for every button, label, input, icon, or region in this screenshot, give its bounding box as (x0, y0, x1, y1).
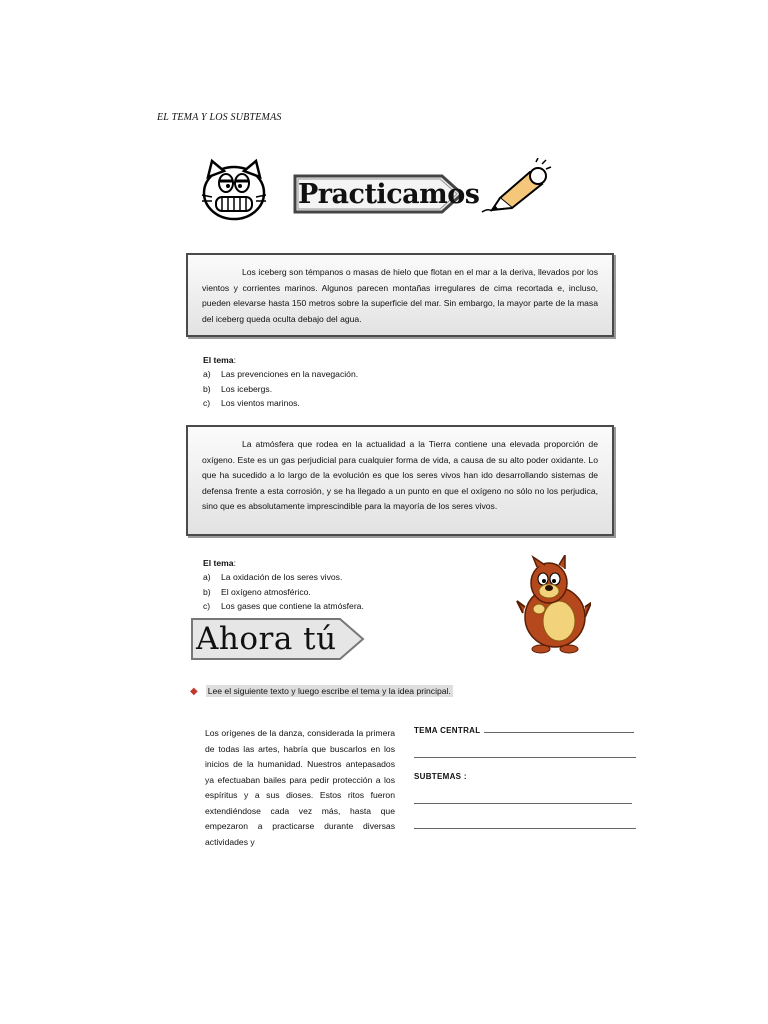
bullet-icon: ◆ (190, 685, 198, 697)
question-label: El tema (203, 558, 234, 568)
tema-central-answer-line[interactable] (484, 732, 634, 733)
taz-cartoon-icon (515, 555, 591, 655)
pencil-icon (478, 158, 554, 216)
option-c[interactable]: c) Los vientos marinos. (203, 398, 300, 409)
tema-central-answer-line-2[interactable] (414, 757, 636, 758)
question-2: El tema: a) La oxidación de los seres vivos. b) El oxígeno atmosférico. c) Los gases que contiene la atmósfera. (203, 556, 364, 614)
page-title: EL TEMA Y LOS SUBTEMAS (157, 112, 282, 123)
instruction-text: Lee el siguiente texto y luego escribe el tema y la idea principal. (207, 686, 451, 696)
option-b[interactable]: b) El oxígeno atmosférico. (203, 586, 311, 597)
practicamos-banner (292, 173, 480, 215)
answer-area (414, 726, 638, 829)
option-b[interactable]: b) Los icebergs. (203, 383, 273, 394)
option-c[interactable]: c) Los gases que contiene la atmósfera. (203, 601, 364, 612)
subtemas-answer-line-1[interactable] (414, 803, 632, 804)
reading-passage: Los orígenes de la danza, considerada la primera de todas las artes, habría que buscarlos en los inicios de la humanidad. Nuestros antepasados ya efectuaban bailes para pedir protección a los espíritus y a sus dioses. Estos ritos fueron extendiéndose cada vez más, hasta que empezaron a practicarse durante diversas actividades y (205, 728, 395, 847)
instruction (190, 685, 453, 697)
passage-text: Los iceberg son témpanos o masas de hielo que flotan en el mar a la deriva, llevados por los vientos y corrientes marinos. Algunos parecen montañas irregulares de cima recortada e, incluso, pueden elevarse hasta 150 metros sobre la superficie del mar. Sin embargo, la mayor parte de la masa del iceberg queda oculta debajo del agua. (202, 267, 598, 324)
tema-central-label: TEMA CENTRAL (414, 726, 481, 735)
question-label: El tema (203, 355, 234, 365)
subtemas-answer-line-2[interactable] (414, 828, 636, 829)
passage-text: La atmósfera que rodea en la actualidad a la Tierra contiene una elevada proporción de oxígeno. Este es un gas perjudicial para cualquier forma de vida, a causa de su alto poder oxidante. Lo que ha sucedido a lo largo de la evolución es que los seres vivos han ido desarrollando sistemas de defensa frente a esta corrosión, y se ha llegado a un punto en que el oxígeno no sólo no los perjudica, sino que es absolutamente imprescindible para la mayoría de los seres vivos. (202, 439, 598, 511)
ahora-tu-banner (190, 617, 366, 661)
question-1: El tema: a) Las prevenciones en la navegación. b) Los icebergs. c) Los vientos marinos. (203, 353, 358, 411)
subtemas-label: SUBTEMAS : (414, 772, 467, 781)
passage-box-iceberg (186, 253, 614, 337)
option-a[interactable]: a) Las prevenciones en la navegación. (203, 369, 359, 380)
option-a[interactable]: a) La oxidación de los seres vivos. (203, 572, 343, 583)
ahora-tu-text: Ahora tú (196, 621, 337, 657)
passage-box-atmosfera (186, 425, 614, 536)
garfield-cartoon-icon (198, 155, 270, 223)
practicamos-text: Practicamos (298, 178, 480, 210)
